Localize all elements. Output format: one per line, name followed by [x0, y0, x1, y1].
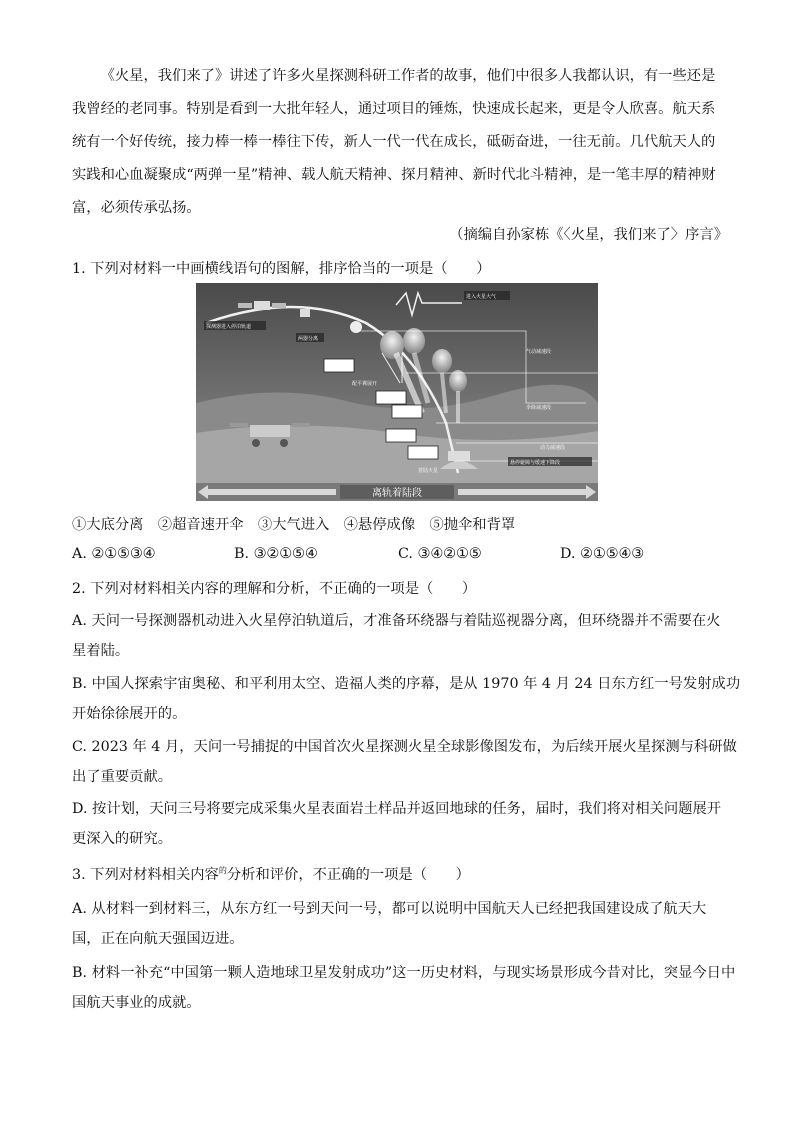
label-parking-orbit: 探测器进入停泊轨道 — [206, 324, 252, 330]
label-landing: 着陆火星 — [418, 468, 439, 474]
question-1-options — [72, 546, 728, 568]
blank-box-2 — [376, 391, 406, 404]
label-chute-deceleration: 伞降减速段 — [526, 405, 552, 411]
banner-label: 离轨着陆段 — [372, 488, 422, 499]
q1-option-b[interactable]: B. ③②①⑤④ — [234, 546, 318, 562]
q3-option-a-line1[interactable]: A. 从材料一到材料三，从东方红一号到天问一号，都可以说明中国航天人已经把我国建设成了航天大 — [72, 901, 707, 917]
q2-option-d-line1[interactable]: D. 按计划，天问三号将要完成采集火星表面岩土样品并返回地球的任务，届时，我们将对相关问题展开 — [72, 801, 722, 817]
label-trim-wing: 配平翼展开 — [352, 381, 378, 387]
label-powered-deceleration: 动力减速段 — [540, 445, 566, 451]
label-separation: 两器分离 — [298, 336, 319, 342]
mars-landing-diagram — [196, 283, 598, 501]
label-hover-avoidance: 悬停避障与缓速下降段 — [510, 460, 561, 466]
label-aero-deceleration: 气动减速段 — [526, 349, 552, 355]
q3-stem-pre: 3. 下列对材料相关内容 — [72, 867, 219, 883]
q2-option-c-line1[interactable]: C. 2023 年 4 月，天问一号捕捉的中国首次火星探测火星全球影像图发布，为后续开展火星探测与科研做 — [72, 739, 737, 755]
q2-option-c-line2[interactable]: 出了重要贡献。 — [72, 769, 173, 785]
blank-box-3 — [392, 405, 422, 418]
q3-stem-post: 分析和评价，不正确的一项是（ ） — [226, 867, 470, 883]
material-paragraph: 《火星，我们来了》讲述了许多火星探测科研工作者的故事，他们中很多人我都认识，有一些还是我曾经的老同事。特别是看到一大批年轻人，通过项目的锤炼，快速成长起来，更是令人欣喜。航天系统有一个好传统，接力棒一棒一棒往下传，新人一代一代在成长，砥砺奋进，一往无前。几代航天人的实践和心血凝聚成“两弹一星”精神、载人航天精神、探月精神、新时代北斗精神，是一笔丰厚的精神财富，必须传承弘扬。 — [72, 68, 716, 216]
q2-option-d-line2[interactable]: 更深入的研究。 — [72, 831, 173, 847]
question-1-stem: 1. 下列对材料一中画横线语句的图解，排序恰当的一项是（ ） — [72, 261, 491, 277]
q1-option-d[interactable]: D. ②①⑤④③ — [560, 546, 645, 562]
q3-option-a-line2[interactable]: 国，正在向航天强国迈进。 — [72, 931, 244, 947]
q3-option-b-line2[interactable]: 国航天事业的成就。 — [72, 995, 201, 1011]
q2-option-a-line2[interactable]: 星着陆。 — [72, 643, 130, 659]
question-3-stem — [72, 864, 728, 884]
q2-option-b-line1[interactable]: B. 中国人探索宇宙奥秘、和平利用太空、造福人类的序幕，是从 1970 年 4 月 24 日东方红一号发射成功 — [72, 676, 741, 692]
q1-option-c[interactable]: C. ③④②①⑤ — [398, 546, 482, 562]
blank-box-4 — [386, 429, 416, 442]
q3-stem-sup: 的 — [218, 866, 227, 876]
label-atmosphere-entry: 进入火星大气 — [466, 294, 497, 300]
q3-option-b-line1[interactable]: B. 材料一补充“中国第一颗人造地球卫星发射成功”这一历史材料，与现实场景形成今昔对比，突显今日中 — [72, 965, 736, 981]
blank-box-5 — [408, 446, 438, 459]
blank-box-1 — [324, 359, 354, 372]
q2-option-b-line2[interactable]: 开始徐徐展开的。 — [72, 706, 187, 722]
separation-probe-icon — [300, 309, 310, 317]
q2-option-a-line1[interactable]: A. 天问一号探测器机动进入火星停泊轨道后，才准备环绕器与着陆巡视器分离，但环绕器并不需要在火 — [72, 613, 721, 629]
question-1-items: ①大底分离 ②超音速开伞 ③大气进入 ④悬停成像 ⑤抛伞和背罩 — [72, 517, 516, 533]
question-2-stem: 2. 下列对材料相关内容的理解和分析，不正确的一项是（ ） — [72, 581, 477, 597]
q1-option-a[interactable]: A. ②①⑤③④ — [72, 546, 156, 562]
source-citation: （摘编自孙家栋《〈火星，我们来了〉序言》 — [449, 227, 728, 243]
